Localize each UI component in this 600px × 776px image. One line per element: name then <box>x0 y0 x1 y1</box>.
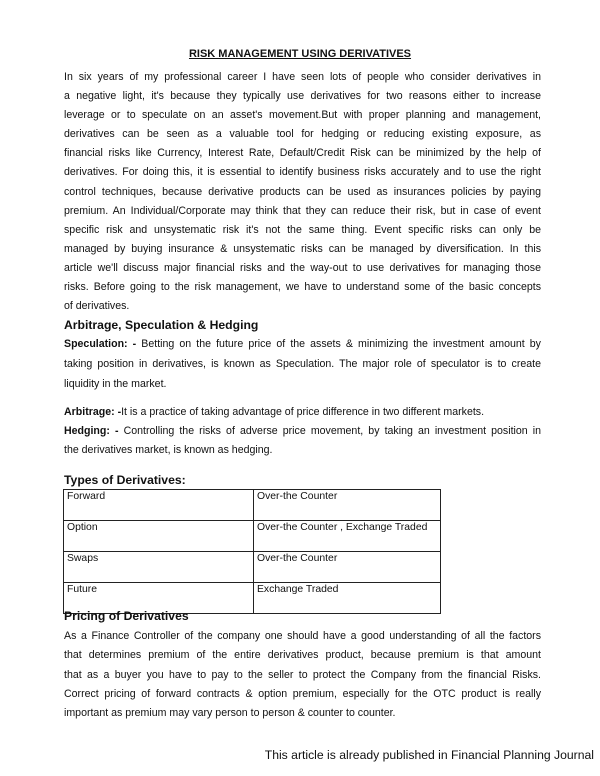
text-line: managed by buying insurance & unsystematic risks can be managed by diversification. In this <box>64 242 541 255</box>
speculation-label: Speculation: - <box>64 338 137 350</box>
intro-paragraph <box>64 68 541 316</box>
text-line: leverage or to speculate on an asset's movement.But with proper planning and management, <box>64 109 541 122</box>
table-cell: Forward <box>64 490 254 521</box>
table-cell: Over-the Counter , Exchange Traded <box>254 521 441 552</box>
text-line: premium. An Individual/Corporate may think that they can reduce their risk, but in case of event <box>64 204 541 217</box>
text-line: specific risk and unsystematic risk it's not the same thing. Event specific risks can only be <box>64 223 541 236</box>
speculation-paragraph <box>64 334 541 394</box>
text-line: that as a buyer you have to pay to the seller to protect the Company from the financial Risks. <box>64 668 541 681</box>
section-heading-types: Types of Derivatives: <box>64 473 186 487</box>
arbitrage-paragraph <box>64 403 541 422</box>
table-row <box>64 521 441 552</box>
text-line: a negative light, it's because they typically use derivatives for two reasons either to increase <box>64 90 541 103</box>
table-row <box>64 552 441 583</box>
text-line: risks. Before going to the risk management, we have to understand some of the basic concepts <box>64 281 541 294</box>
text-line: As a Finance Controller of the company one should have a good understanding of all the factors <box>64 630 541 642</box>
text-line: derivatives. For doing this, it is essential to identify business risks accurately and to use the right <box>64 166 541 179</box>
arbitrage-label: Arbitrage: - <box>64 406 122 418</box>
table-cell: Future <box>64 583 254 614</box>
section-heading-pricing: Pricing of Derivatives <box>64 609 189 623</box>
text-line: taking position in derivatives, is known as Speculation. The major role of speculator is to create <box>64 358 541 370</box>
types-table <box>63 489 441 614</box>
text-line: that determines premium of the entire derivatives product, because premium is that amount <box>64 649 541 662</box>
text-span: It is a practice of taking advantage of price difference in two different markets. <box>121 406 485 418</box>
text-line: the derivatives market, is known as hedging. <box>64 444 273 457</box>
text-line: of derivatives. <box>64 300 130 313</box>
text-line: derivatives can be seen as a valuable tool for hedging or reducing existing exposure, as <box>64 128 541 141</box>
text-line: financial risks like Currency, Interest Rate, Default/Credit Risk can be minimized by the help of <box>64 147 541 160</box>
text-line: In six years of my professional career I have seen lots of people who consider derivatives in <box>64 71 541 83</box>
section-heading-arbitrage: Arbitrage, Speculation & Hedging <box>64 318 259 332</box>
hedging-label: Hedging: - <box>64 425 119 437</box>
text-span: Controlling the risks of adverse price movement, by taking an investment position in <box>118 425 542 437</box>
document-title: RISK MANAGEMENT USING DERIVATIVES <box>188 48 412 60</box>
table-cell: Over-the Counter <box>254 490 441 521</box>
publication-note: This article is already published in Financial Planning Journal <box>264 748 594 762</box>
table-cell: Option <box>64 521 254 552</box>
table-cell: Swaps <box>64 552 254 583</box>
hedging-paragraph <box>64 422 541 460</box>
text-line: important as premium may vary person to person & counter to counter. <box>64 707 396 720</box>
table-cell: Exchange Traded <box>254 583 441 614</box>
text-span: Betting on the future price of the assets & minimizing the investment amount by <box>136 338 541 350</box>
text-line <box>64 403 541 422</box>
table-cell: Over-the Counter <box>254 552 441 583</box>
text-line: article we'll discuss major financial risks and the way-out to use derivatives for managing those <box>64 261 541 274</box>
table-row <box>64 490 441 521</box>
text-line <box>64 422 541 441</box>
text-line: control techniques, because derivative products can be used as insurances policies by paying <box>64 185 541 198</box>
text-line <box>64 334 541 354</box>
pricing-paragraph <box>64 627 541 723</box>
text-line: Correct pricing of forward contracts & option premium, especially for the OTC product is really <box>64 687 541 700</box>
text-line: liquidity in the market. <box>64 378 167 390</box>
